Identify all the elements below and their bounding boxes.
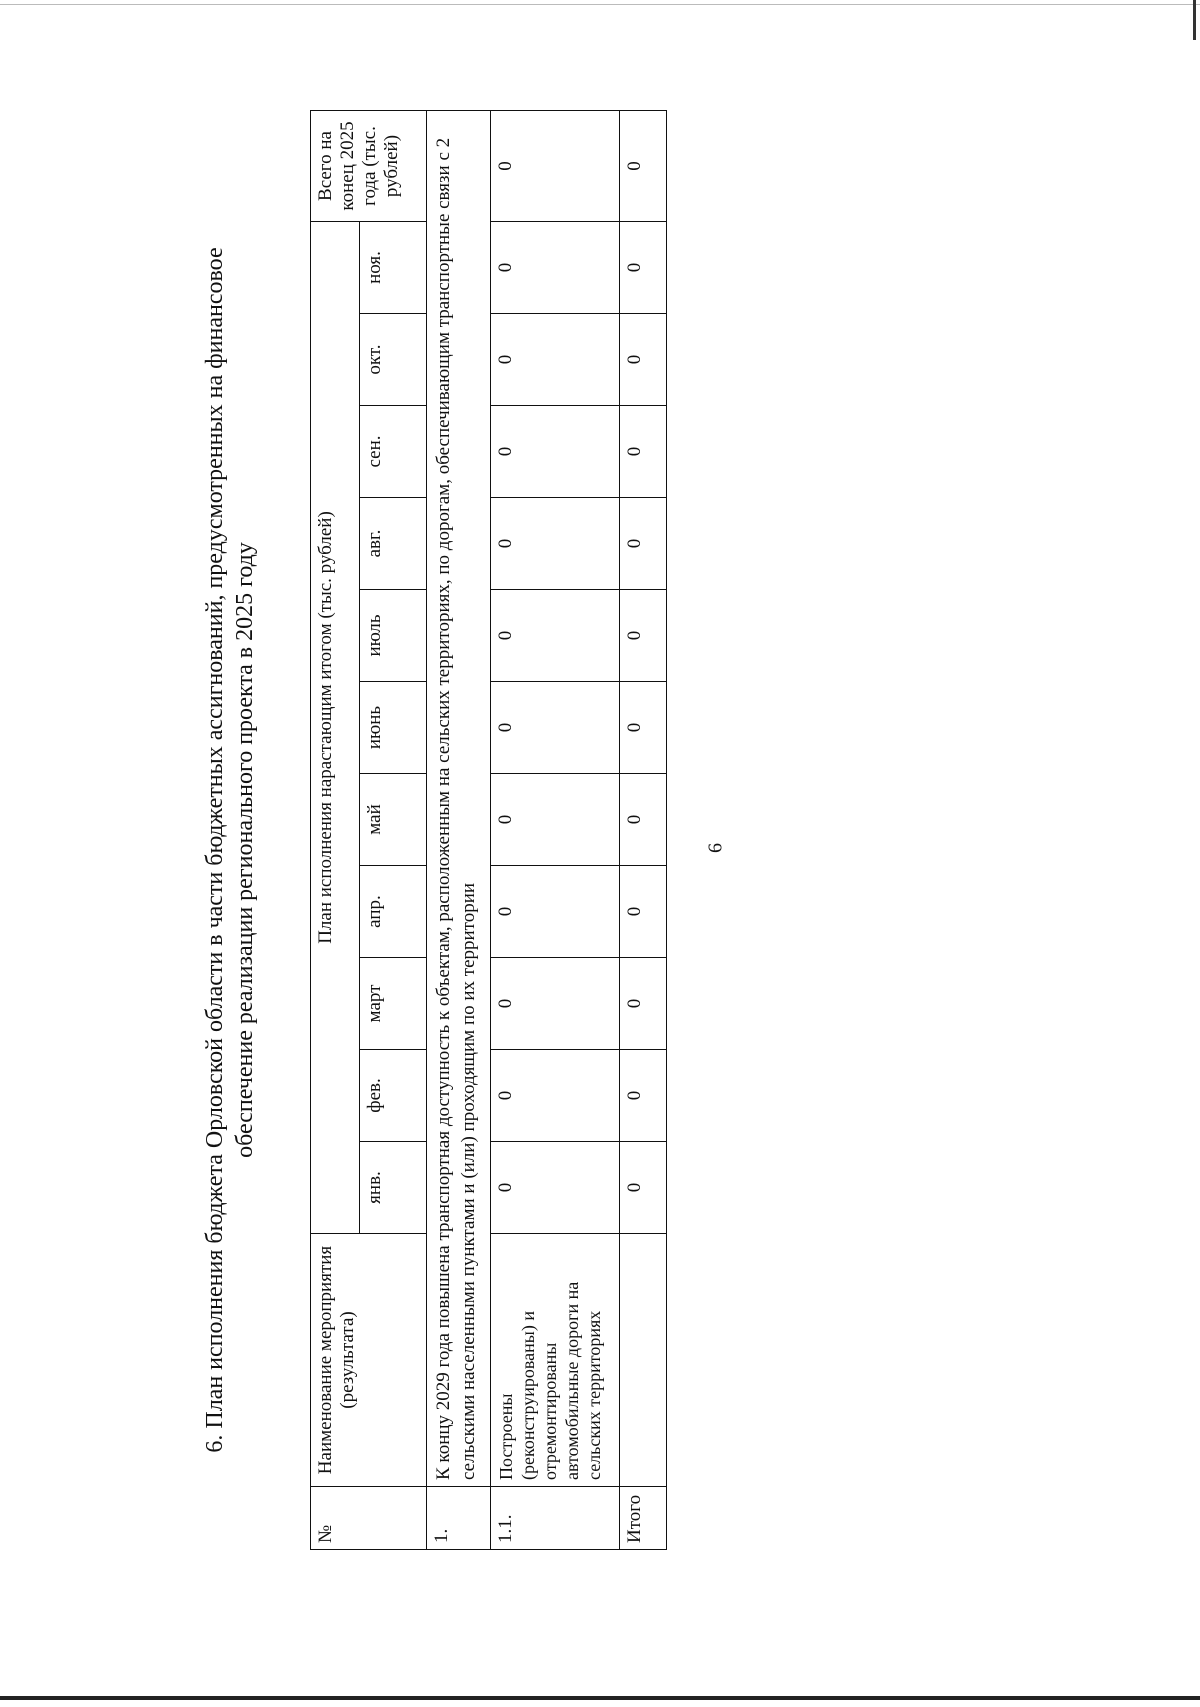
header-num: № — [311, 1487, 427, 1550]
header-month: май — [360, 774, 427, 866]
header-month: март — [360, 958, 427, 1050]
rotated-page-content — [200, 110, 667, 1590]
section-text: К концу 2029 года повышена транспортная доступность к объектам, расположенным на сельских территориях, по дорогам, обеспечивающим транспортные связи с 2 сельскими населенными пунктами и (или) проходящим по их территории — [427, 111, 491, 1487]
page-number: 6 — [704, 843, 727, 853]
header-month: фев. — [360, 1050, 427, 1142]
totals-value: 0 — [620, 866, 667, 958]
totals-value: 0 — [620, 498, 667, 590]
totals-value: 0 — [620, 1050, 667, 1142]
header-month: окт. — [360, 314, 427, 406]
header-month: июнь — [360, 682, 427, 774]
section-heading — [200, 110, 260, 1590]
header-name: Наименование мероприятия (результата) — [311, 1234, 427, 1487]
heading-line-2: обеспечение реализации регионального проекта в 2025 году — [232, 542, 258, 1158]
header-month: ноя. — [360, 222, 427, 314]
totals-value: 0 — [620, 590, 667, 682]
section-row — [427, 111, 491, 1550]
row-value: 0 — [491, 590, 620, 682]
totals-value: 0 — [620, 406, 667, 498]
table-row — [491, 111, 620, 1550]
header-month: апр. — [360, 866, 427, 958]
totals-value: 0 — [620, 222, 667, 314]
totals-value: 0 — [620, 682, 667, 774]
row-value: 0 — [491, 682, 620, 774]
totals-name-empty — [620, 1234, 667, 1487]
header-total: Всего на конец 2025 года (тыс. рублей) — [311, 111, 427, 222]
header-plan-group: План исполнения нарастающим итогом (тыс. рублей) — [311, 222, 360, 1234]
row-value: 0 — [491, 314, 620, 406]
row-value: 0 — [491, 1050, 620, 1142]
scan-edge-top — [0, 4, 1200, 5]
row-value: 0 — [491, 222, 620, 314]
row-name: Построены (реконструированы) и отремонтированы автомобильные дороги на сельских территориях — [491, 1234, 620, 1487]
totals-value: 0 — [620, 314, 667, 406]
totals-row — [620, 111, 667, 1550]
totals-value: 0 — [620, 1142, 667, 1234]
totals-value: 0 — [620, 958, 667, 1050]
header-month: сен. — [360, 406, 427, 498]
scan-edge-bottom — [0, 1696, 1200, 1700]
totals-value: 0 — [620, 774, 667, 866]
row-value: 0 — [491, 406, 620, 498]
row-value: 0 — [491, 1142, 620, 1234]
totals-total: 0 — [620, 111, 667, 222]
row-value: 0 — [491, 958, 620, 1050]
row-value: 0 — [491, 866, 620, 958]
row-total: 0 — [491, 111, 620, 222]
row-value: 0 — [491, 774, 620, 866]
row-value: 0 — [491, 498, 620, 590]
budget-plan-table — [310, 110, 667, 1550]
totals-label: Итого — [620, 1487, 667, 1550]
header-month: июль — [360, 590, 427, 682]
header-month: авг. — [360, 498, 427, 590]
scan-edge-right — [1193, 0, 1196, 40]
row-num: 1.1. — [491, 1487, 620, 1550]
header-month: янв. — [360, 1142, 427, 1234]
heading-line-1: 6. План исполнения бюджета Орловской области в части бюджетных ассигнований, предусмотренных на финансовое — [202, 247, 228, 1453]
section-num: 1. — [427, 1487, 491, 1550]
